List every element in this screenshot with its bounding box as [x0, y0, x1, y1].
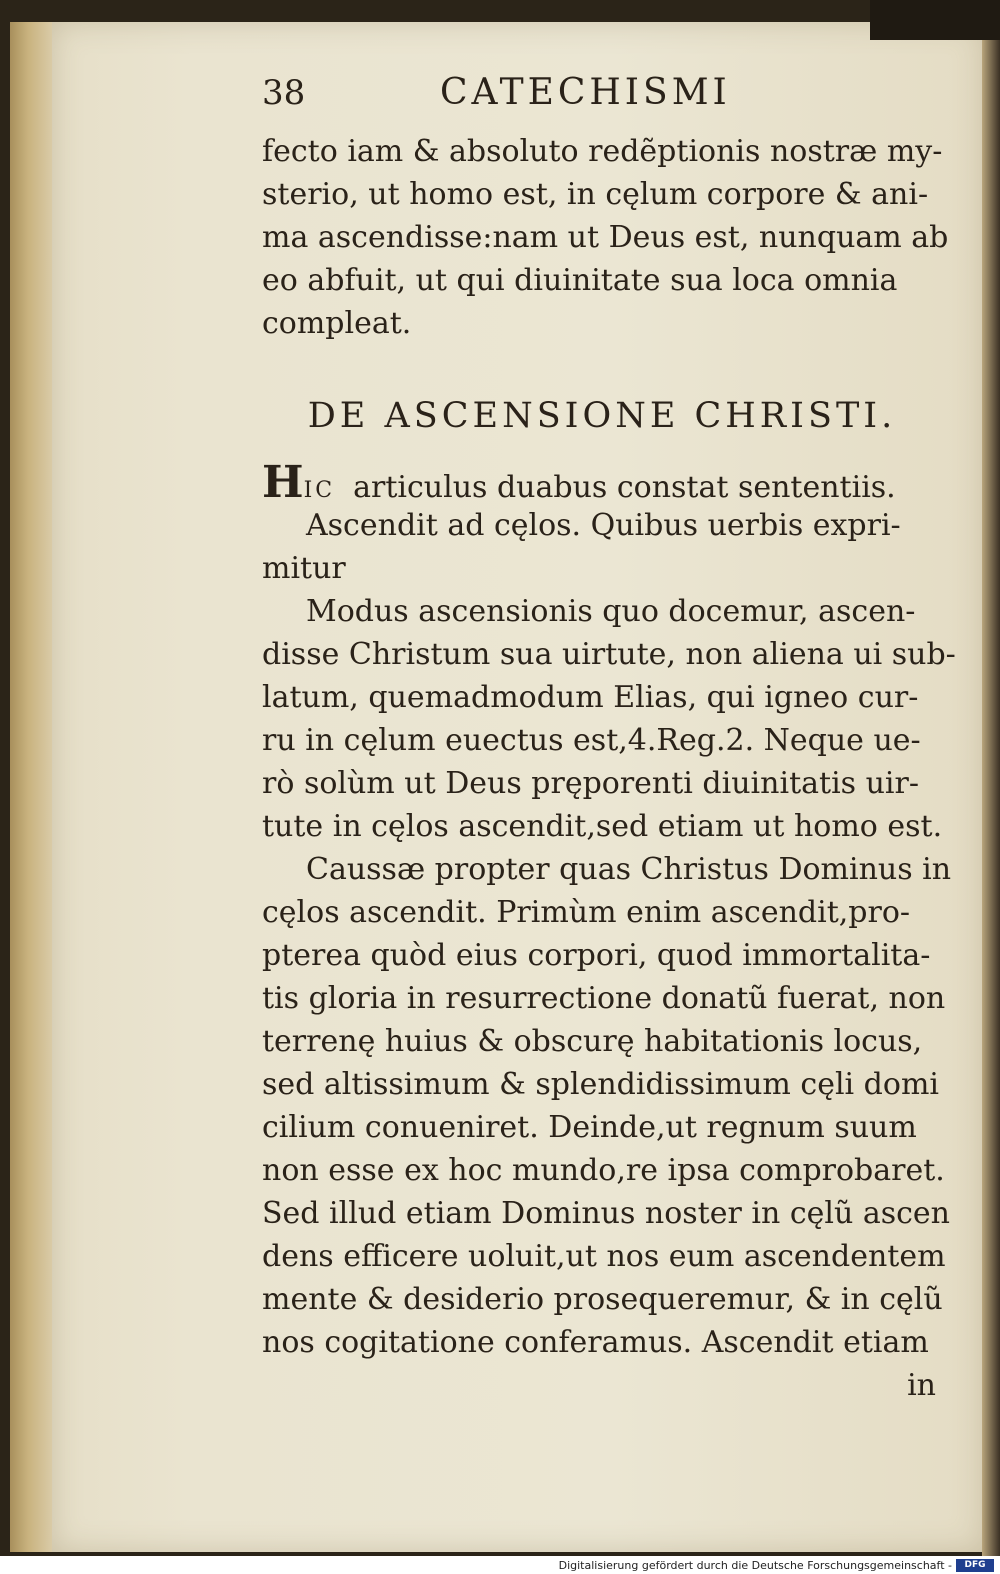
text-line: eo abfuit, ut qui diuinitate sua loca omnia — [262, 263, 898, 298]
text-line: sterio, ut homo est, in cęlum corpore & ani- — [262, 177, 929, 212]
first-line-text: articulus duabus constat sententiis. — [353, 470, 896, 505]
text-line: cilium conueniret. Deinde,ut regnum suum — [262, 1110, 917, 1145]
text-line: nos cogitatione conferamus. Ascendit etiam — [262, 1325, 929, 1360]
text-line: Modus ascensionis quo docemur, ascen- — [306, 594, 916, 629]
text-line: pterea quòd eius corpori, quod immortalita- — [262, 938, 931, 973]
text-line: dens efficere uoluit,ut nos eum ascendentem — [262, 1239, 946, 1274]
text-line: compleat. — [262, 306, 412, 341]
running-title: CATECHISMI — [440, 72, 731, 113]
footer-bar — [0, 1556, 1000, 1574]
text-line: sed altissimum & splendidissimum cęli domi — [262, 1067, 939, 1102]
text-line: Caussæ propter quas Christus Dominus in — [306, 852, 952, 887]
text-line: mitur — [262, 551, 346, 586]
page-edge-right — [982, 0, 1000, 1574]
text-line: rò solùm ut Deus pręporenti diuinitatis uir- — [262, 766, 919, 801]
text-line: terrenę huius & obscurę habitationis locus, — [262, 1024, 923, 1059]
text-line: ma ascendisse:nam ut Deus est, nunquam ab — [262, 220, 949, 255]
text-line: tis gloria in resurrectione donatũ fuerat, non — [262, 981, 946, 1016]
dfg-logo: DFG — [956, 1559, 994, 1572]
text-line: mente & desiderio prosequeremur, & in cęlũ — [262, 1282, 943, 1317]
drop-cap-rest: IC — [303, 478, 336, 503]
running-head — [262, 72, 942, 130]
scan-corner — [870, 0, 1000, 40]
text-line: tute in cęlos ascendit,sed etiam ut homo est. — [262, 809, 943, 844]
text-line: Ascendit ad cęlos. Quibus uerbis expri- — [306, 508, 901, 543]
page-number: 38 — [262, 73, 306, 113]
text-line: Sed illud etiam Dominus noster in cęlũ ascen — [262, 1196, 950, 1231]
digitization-credit: Digitalisierung gefördert durch die Deutsche Forschungsgemeinschaft - — [558, 1559, 952, 1572]
page-text — [262, 72, 956, 1407]
first-line — [262, 457, 942, 508]
text-line: fecto iam & absoluto redẽptionis nostræ my- — [262, 134, 943, 169]
text-line: ru in cęlum euectus est,4.Reg.2. Neque ue- — [262, 723, 921, 758]
catchword: in — [907, 1368, 936, 1403]
text-line: latum, quemadmodum Elias, qui igneo cur- — [262, 680, 919, 715]
drop-cap: H — [262, 457, 304, 508]
text-line: cęlos ascendit. Primùm enim ascendit,pro- — [262, 895, 911, 930]
text-line: non esse ex hoc mundo,re ipsa comprobaret. — [262, 1153, 945, 1188]
spine-shadow — [10, 22, 56, 1552]
text-line: disse Christum sua uirtute, non aliena ui sub- — [262, 637, 956, 672]
section-heading: DE ASCENSIONE CHRISTI. — [307, 396, 897, 436]
